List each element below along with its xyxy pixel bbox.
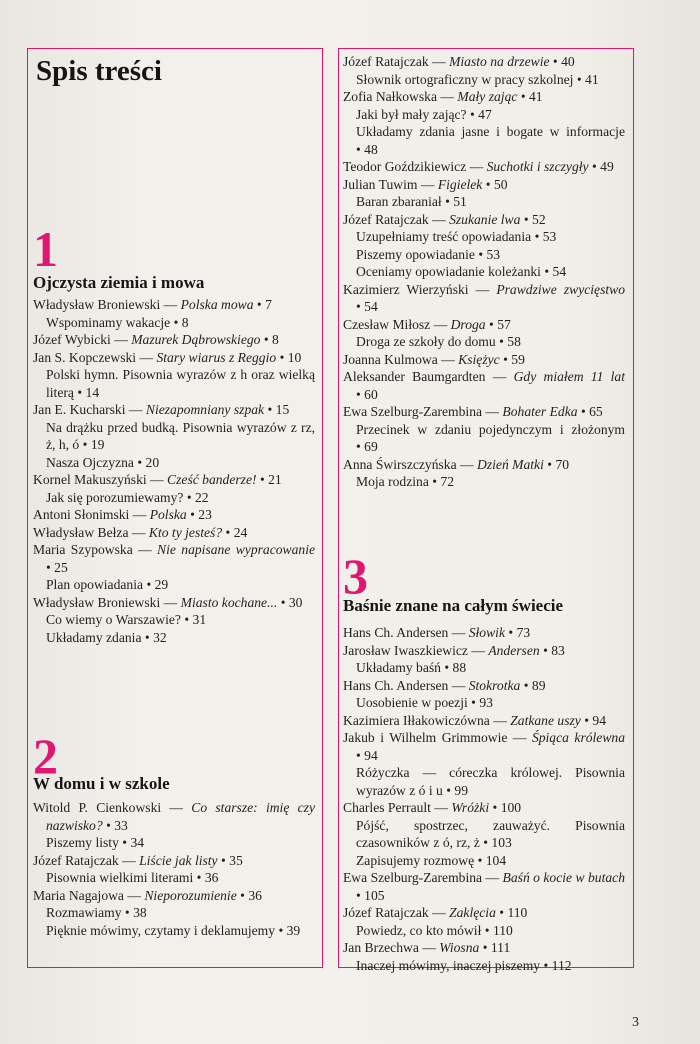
toc-entry: [343, 817, 625, 852]
toc-entry: [33, 314, 315, 332]
toc-text: Układamy zdania: [46, 629, 142, 645]
toc-title: Miasto kochane...: [180, 594, 278, 610]
toc-text: Powiedz, co kto mówił: [356, 922, 482, 938]
toc-text: Przecinek w zdaniu pojedynczym i złożonym: [356, 421, 625, 437]
toc-page-number: • 83: [543, 643, 565, 658]
toc-page-number: • 89: [524, 678, 546, 693]
toc-title: Kto ty jesteś?: [148, 524, 223, 540]
toc-page-number: • 23: [190, 507, 212, 522]
toc-entry: Hans Ch. Andersen — Stokrotka • 89: [343, 677, 625, 695]
toc-author: Józef Ratajczak: [33, 852, 119, 868]
toc-page-number: • 65: [581, 404, 603, 419]
section-3-list: [343, 624, 625, 974]
toc-author: Jan S. Kopczewski: [33, 349, 137, 365]
toc-page-number: • 15: [267, 402, 289, 417]
toc-entry: Józef Ratajczak — Liście jak listy • 35: [33, 852, 315, 870]
toc-entry: [343, 421, 625, 456]
toc-author: Ewa Szelburg-Zarembina: [343, 404, 483, 419]
toc-entry: Antoni Słonimski — Polska • 23: [33, 506, 315, 524]
toc-author: Jakub i Wilhelm Grimmowie: [343, 730, 508, 745]
section-2-list-left: [33, 799, 315, 939]
toc-title: Stokrotka: [468, 677, 521, 693]
toc-entry: [33, 576, 315, 594]
toc-author: Kazimiera Iłłakowiczówna: [343, 712, 490, 728]
toc-entry: [343, 106, 625, 124]
toc-title: Co starsze: imię czy nazwisko?: [46, 800, 315, 833]
toc-entry: [343, 659, 625, 677]
toc-entry: Władysław Broniewski — Miasto kochane... • 30: [33, 594, 315, 612]
toc-text: Jaki był mały zając?: [356, 106, 467, 122]
toc-entry: Maria Nagajowa — Nieporozumienie • 36: [33, 887, 315, 905]
toc-author: Ewa Szelburg-Zarembina: [343, 870, 483, 885]
toc-text: Plan opowiadania: [46, 577, 144, 592]
toc-title: Prawdziwe zwycięstwo: [496, 281, 625, 297]
toc-page-number: • 103: [483, 835, 512, 850]
toc-page-number: • 34: [122, 835, 144, 850]
toc-entry: Joanna Kulmowa — Księżyc • 59: [343, 351, 625, 369]
toc-page-number: • 22: [187, 490, 209, 505]
toc-entry: Teodor Goździkiewicz — Suchotki i szczygły • 49: [343, 158, 625, 176]
toc-entry: [343, 764, 625, 799]
toc-title: Mały zając: [457, 89, 518, 104]
toc-text: Zapisujemy rozmowę: [356, 852, 475, 868]
toc-entry: Kazimiera Iłłakowiczówna — Zatkane uszy • 94: [343, 712, 625, 730]
toc-author: Kornel Makuszyński: [33, 472, 147, 487]
toc-entry: [33, 454, 315, 472]
toc-page-number: • 29: [146, 577, 168, 592]
toc-entry: [343, 957, 625, 975]
toc-page-number: • 31: [184, 612, 206, 627]
section-3-number: 3: [343, 548, 368, 604]
toc-page-number: • 20: [137, 455, 159, 470]
toc-title: Miasto na drzewie: [449, 54, 550, 69]
toc-text: Nasza Ojczyzna: [46, 454, 134, 470]
toc-entry: Ewa Szelburg-Zarembina — Bohater Edka • 65: [343, 403, 625, 421]
section-1-title: Ojczysta ziemia i mowa: [33, 273, 205, 292]
toc-title: Niezapomniany szpak: [145, 402, 265, 417]
toc-author: Hans Ch. Andersen: [343, 677, 449, 693]
toc-entry: Jarosław Iwaszkiewicz — Andersen • 83: [343, 642, 625, 660]
toc-page-number: • 100: [493, 800, 522, 815]
toc-page-number: • 30: [281, 595, 303, 610]
toc-author: Aleksander Baumgardten: [343, 369, 486, 384]
toc-page-number: • 21: [260, 472, 282, 487]
toc-author: Józef Ratajczak: [343, 211, 429, 227]
toc-entry: Władysław Broniewski — Polska mowa • 7: [33, 296, 315, 314]
section-2-list-right: [343, 53, 625, 491]
toc-entry: [33, 922, 315, 940]
toc-entry: Aleksander Baumgardten — Gdy miałem 11 lat • 60: [343, 368, 625, 403]
toc-author: Julian Tuwim: [343, 176, 418, 192]
toc-page-number: • 52: [524, 212, 546, 227]
toc-title: Słowik: [468, 625, 505, 640]
toc-page-number: • 111: [483, 940, 511, 955]
toc-entry: Kornel Makuszyński — Cześć banderze! • 21: [33, 471, 315, 489]
toc-page-number: • 36: [240, 888, 262, 903]
toc-text: Różyczka — córeczka królowej. Pisownia wyrazów z ó i u: [356, 765, 625, 798]
section-1-number: 1: [33, 221, 58, 277]
toc-entry: [343, 228, 625, 246]
toc-entry: [33, 611, 315, 629]
toc-title: Polska mowa: [180, 297, 254, 312]
toc-page-number: • 32: [145, 630, 167, 645]
toc-entry: Ewa Szelburg-Zarembina — Baśń o kocie w butach • 105: [343, 869, 625, 904]
toc-author: Maria Nagajowa: [33, 887, 124, 903]
toc-entry: [33, 489, 315, 507]
toc-page-number: • 73: [508, 625, 530, 640]
toc-title: Andersen: [488, 642, 540, 658]
toc-page-number: • 54: [544, 264, 566, 279]
toc-page-number: • 40: [553, 54, 575, 69]
toc-text: Inaczej mówimy, inaczej piszemy: [356, 957, 541, 973]
toc-page-number: • 49: [592, 159, 614, 174]
toc-title: Stary wiarus z Reggio: [156, 349, 277, 365]
toc-author: Zofia Nałkowska: [343, 89, 437, 104]
toc-author: Józef Ratajczak: [343, 54, 429, 69]
toc-entry: [33, 366, 315, 401]
toc-entry: [343, 263, 625, 281]
toc-title: Zaklęcia: [449, 905, 496, 920]
toc-author: Czesław Miłosz: [343, 316, 431, 332]
toc-page-number: • 69: [356, 439, 378, 454]
toc-title: Gdy miałem 11 lat: [513, 369, 626, 384]
toc-text: Polski hymn. Pisownia wyrazów z h oraz wielką literą: [46, 367, 315, 400]
toc-title: Dzień Matki: [477, 456, 544, 472]
toc-author: Jarosław Iwaszkiewicz: [343, 642, 468, 658]
toc-entry: Maria Szypowska — Nie napisane wypracowanie • 25: [33, 541, 315, 576]
toc-page-number: • 58: [499, 334, 521, 349]
toc-entry: Jan S. Kopczewski — Stary wiarus z Reggio • 10: [33, 349, 315, 367]
toc-text: Jak się porozumiewamy?: [46, 489, 184, 505]
toc-text: Wspominamy wakacje: [46, 314, 171, 330]
toc-page-number: • 36: [197, 870, 219, 885]
toc-text: Rozmawiamy: [46, 905, 122, 920]
toc-text: Co wiemy o Warszawie?: [46, 612, 181, 627]
toc-entry: Jakub i Wilhelm Grimmowie — Śpiąca królewna • 94: [343, 729, 625, 764]
toc-author: Maria Szypowska: [33, 542, 133, 557]
toc-entry: [33, 834, 315, 852]
toc-text: Pięknie mówimy, czytamy i deklamujemy: [46, 922, 276, 938]
toc-title: Księżyc: [458, 351, 500, 367]
toc-text: Piszemy opowiadanie: [356, 246, 475, 262]
toc-page-number: • 19: [83, 437, 105, 452]
toc-page-number: • 99: [446, 783, 468, 798]
toc-entry: [343, 333, 625, 351]
toc-entry: Władysław Bełza — Kto ty jesteś? • 24: [33, 524, 315, 542]
toc-author: Joanna Kulmowa: [343, 351, 438, 367]
toc-entry: Józef Wybicki — Mazurek Dąbrowskiego • 8: [33, 331, 315, 349]
toc-page-number: • 35: [221, 853, 243, 868]
toc-title: Bohater Edka: [502, 404, 578, 419]
toc-page-number: • 53: [535, 229, 557, 244]
toc-page-number: • 60: [356, 387, 378, 402]
toc-title: Suchotki i szczygły: [486, 159, 589, 174]
toc-entry: [343, 473, 625, 491]
toc-page-number: • 8: [264, 332, 279, 347]
toc-page-number: • 104: [478, 853, 507, 868]
toc-page-number: • 25: [46, 560, 68, 575]
toc-title: Polska: [149, 507, 187, 522]
section-3-title: Baśnie znane na całym świecie: [343, 596, 564, 615]
toc-entry: Witold P. Cienkowski — Co starsze: imię czy nazwisko? • 33: [33, 799, 315, 834]
toc-title: Śpiąca królewna: [531, 730, 626, 745]
toc-entry: [33, 904, 315, 922]
toc-page-number: • 10: [280, 350, 302, 365]
toc-title: Droga: [450, 316, 486, 332]
toc-text: Słownik ortograficzny w pracy szkolnej: [356, 71, 574, 87]
toc-text: Oceniamy opowiadanie koleżanki: [356, 264, 541, 279]
toc-page-number: • 41: [521, 89, 543, 104]
toc-title: Wiosna: [439, 940, 480, 955]
toc-entry: Józef Ratajczak — Miasto na drzewie • 40: [343, 53, 625, 71]
toc-page-number: • 94: [584, 713, 606, 728]
toc-author: Kazimierz Wierzyński: [343, 281, 469, 297]
toc-entry: Kazimierz Wierzyński — Prawdziwe zwycięstwo • 54: [343, 281, 625, 316]
page-number: 3: [632, 1015, 639, 1030]
toc-page-number: • 50: [486, 177, 508, 192]
toc-text: Układamy zdania jasne i bogate w informacje: [356, 124, 625, 139]
toc-page-number: • 48: [356, 142, 378, 157]
toc-title: Baśń o kocie w butach: [502, 870, 626, 885]
toc-entry: [343, 71, 625, 89]
toc-page-number: • 94: [356, 748, 378, 763]
toc-page-number: • 110: [499, 905, 527, 920]
toc-page-number: • 8: [174, 315, 189, 330]
toc-text: Układamy baśń: [356, 660, 441, 675]
toc-title: Nieporozumienie: [144, 887, 237, 903]
toc-entry: Józef Ratajczak — Zaklęcia • 110: [343, 904, 625, 922]
toc-page-number: • 47: [470, 107, 492, 122]
toc-entry: Hans Ch. Andersen — Słowik • 73: [343, 624, 625, 642]
toc-page-number: • 72: [432, 474, 454, 489]
toc-page-number: • 93: [471, 695, 493, 710]
toc-text: Pójść, spostrzec, zauważyć. Pisownia czasowników z ó, rz, ż: [356, 817, 625, 850]
toc-entry: [343, 694, 625, 712]
toc-entry: Jan E. Kucharski — Niezapomniany szpak • 15: [33, 401, 315, 419]
toc-text: Pisownia wielkimi literami: [46, 870, 194, 885]
toc-entry: [343, 246, 625, 264]
toc-author: Władysław Bełza: [33, 524, 129, 540]
toc-title: Zatkane uszy: [510, 712, 581, 728]
toc-title: Liście jak listy: [139, 852, 218, 868]
toc-title: Szukanie lwa: [449, 211, 521, 227]
toc-author: Jan E. Kucharski: [33, 402, 126, 417]
toc-entry: Julian Tuwim — Figielek • 50: [343, 176, 625, 194]
toc-author: Władysław Broniewski: [33, 297, 161, 312]
toc-title: Figielek: [437, 176, 483, 192]
toc-author: Anna Świrszczyńska: [343, 456, 457, 472]
toc-text: Piszemy listy: [46, 835, 119, 850]
toc-entry: [33, 629, 315, 647]
toc-page-number: • 14: [77, 385, 99, 400]
toc-author: Teodor Goździkiewicz: [343, 159, 467, 174]
toc-page-number: • 24: [226, 525, 248, 540]
toc-author: Jan Brzechwa: [343, 940, 419, 955]
toc-page-number: • 88: [444, 660, 466, 675]
toc-page-number: • 53: [478, 247, 500, 262]
toc-entry: Czesław Miłosz — Droga • 57: [343, 316, 625, 334]
toc-author: Władysław Broniewski: [33, 594, 161, 610]
toc-page-number: • 110: [485, 923, 513, 938]
toc-title: Mazurek Dąbrowskiego: [131, 332, 261, 347]
section-1-list: [33, 296, 315, 646]
toc-text: Uzupełniamy treść opowiadania: [356, 229, 532, 244]
toc-page-number: • 33: [106, 818, 128, 833]
toc-author: Hans Ch. Andersen: [343, 625, 449, 640]
page-title: Spis treści: [36, 55, 162, 87]
toc-entry: Józef Ratajczak — Szukanie lwa • 52: [343, 211, 625, 229]
toc-page-number: • 41: [577, 72, 599, 87]
toc-text: Droga ze szkoły do domu: [356, 334, 496, 349]
toc-text: Uosobienie w poezji: [356, 695, 468, 710]
toc-page-number: • 54: [356, 299, 378, 314]
toc-entry: [343, 922, 625, 940]
toc-text: Na drążku przed budką. Pisownia wyrazów z rz, ż, h, ó: [46, 419, 315, 452]
toc-author: Witold P. Cienkowski: [33, 800, 162, 815]
toc-author: Józef Wybicki: [33, 332, 111, 347]
section-2-number: 2: [33, 728, 58, 784]
toc-text: Baran zbaraniał: [356, 194, 442, 209]
toc-entry: Zofia Nałkowska — Mały zając • 41: [343, 88, 625, 106]
toc-page-number: • 112: [543, 958, 571, 973]
toc-page-number: • 51: [445, 194, 467, 209]
toc-entry: [343, 193, 625, 211]
toc-text: Moja rodzina: [356, 474, 429, 489]
toc-page-number: • 38: [125, 905, 147, 920]
toc-page-number: • 105: [356, 888, 385, 903]
toc-title: Wróżki: [451, 800, 490, 815]
toc-title: Cześć banderze!: [167, 472, 257, 487]
toc-page-number: • 57: [489, 317, 511, 332]
toc-author: Józef Ratajczak: [343, 905, 429, 920]
toc-author: Antoni Słonimski: [33, 507, 130, 522]
toc-author: Charles Perrault: [343, 800, 431, 815]
toc-entry: [343, 852, 625, 870]
toc-entry: [343, 123, 625, 158]
toc-page-number: • 59: [503, 352, 525, 367]
toc-entry: Jan Brzechwa — Wiosna • 111: [343, 939, 625, 957]
toc-entry: [33, 419, 315, 454]
toc-page-number: • 70: [547, 457, 569, 472]
toc-entry: Anna Świrszczyńska — Dzień Matki • 70: [343, 456, 625, 474]
toc-title: Nie napisane wypracowanie: [157, 542, 316, 557]
toc-entry: Charles Perrault — Wróżki • 100: [343, 799, 625, 817]
section-2-title: W domu i w szkole: [33, 774, 170, 793]
toc-entry: [33, 869, 315, 887]
toc-page-number: • 39: [278, 923, 300, 938]
toc-page-number: • 7: [257, 297, 272, 312]
